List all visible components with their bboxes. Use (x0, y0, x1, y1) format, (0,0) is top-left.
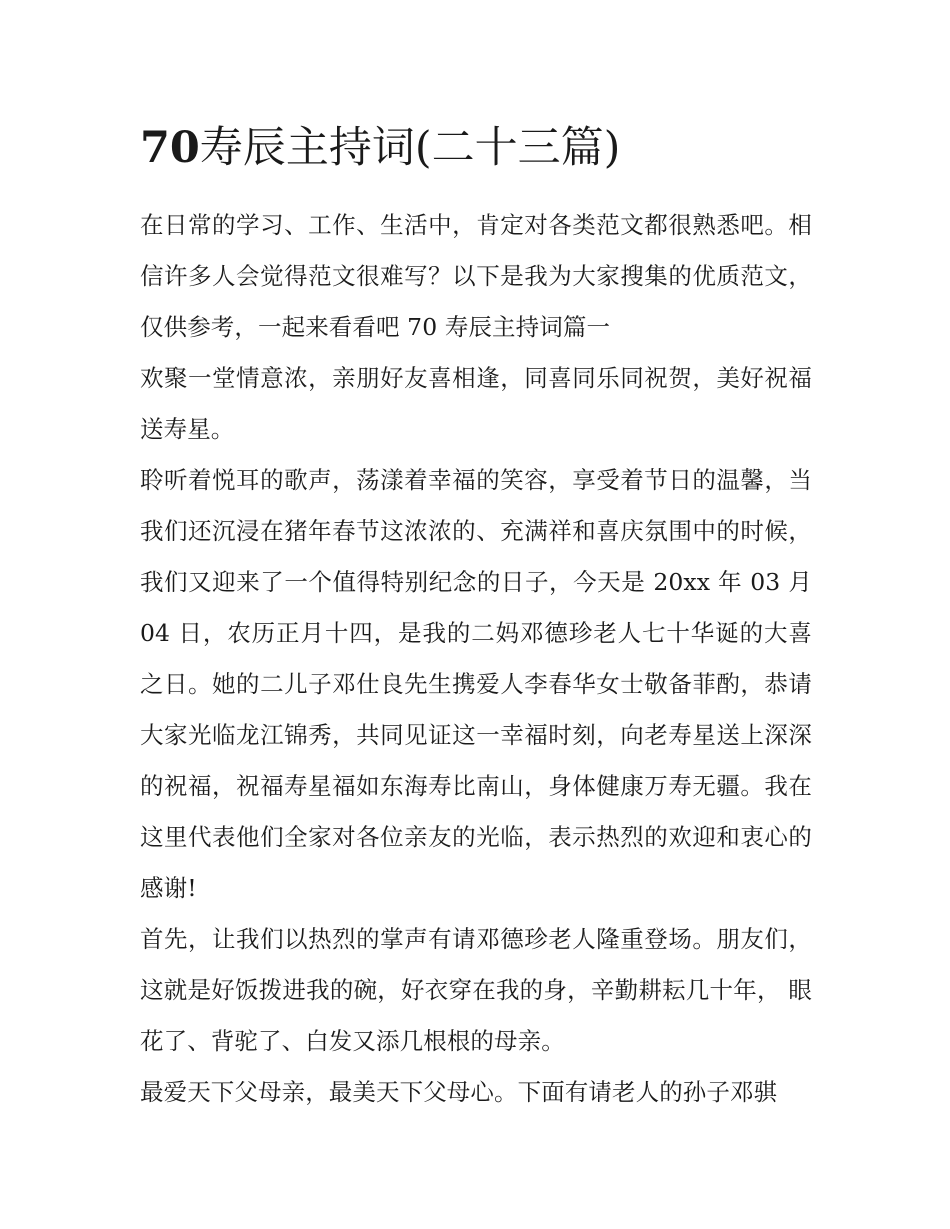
document-page (140, 118, 812, 1118)
paragraph-opening: 聆听着悦耳的歌声，荡漾着幸福的笑容，享受着节日的温馨，当我们还沉浸在猪年春节这浓浓的、充满祥和喜庆氛围中的时候，我们又迎来了一个值得特别纪念的日子，今天是 20xx 年 03 月 04 日，农历正月十四，是我的二妈邓德珍老人七十华诞的大喜之日。她的二儿子邓仕良先生携爱人李春华女士敬备菲酌，恭请大家光临龙江锦秀，共同见证这一幸福时刻，向老寿星送上深深的祝福，祝福寿星福如东海寿比南山，身体健康万寿无疆。我在这里代表他们全家对各位亲友的光临，表示热烈的欢迎和衷心的感谢! (140, 466, 812, 902)
document-title (140, 118, 812, 178)
title-number: 70 (140, 123, 200, 173)
paragraph-greeting: 欢聚一堂情意浓，亲朋好友喜相逢，同喜同乐同祝贺，美好祝福送寿星。 (140, 364, 812, 443)
paragraph-welcome-elder: 首先，让我们以热烈的掌声有请邓德珍老人隆重登场。朋友们，这就是好饭拨进我的碗，好衣穿在我的身，辛勤耕耘几十年， 眼花了、背驼了、白发又添几根根的母亲。 (140, 925, 812, 1055)
title-text: 寿辰主持词(二十三篇) (199, 123, 621, 173)
paragraph-parents: 最爱天下父母亲，最美天下父母心。下面有请老人的孙子邓骐 (140, 1078, 778, 1106)
paragraph-intro: 在日常的学习、工作、生活中，肯定对各类范文都很熟悉吧。相信许多人会觉得范文很难写？以下是我为大家搜集的优质范文，仅供参考，一起来看看吧 70 寿辰主持词篇一 (140, 211, 812, 341)
